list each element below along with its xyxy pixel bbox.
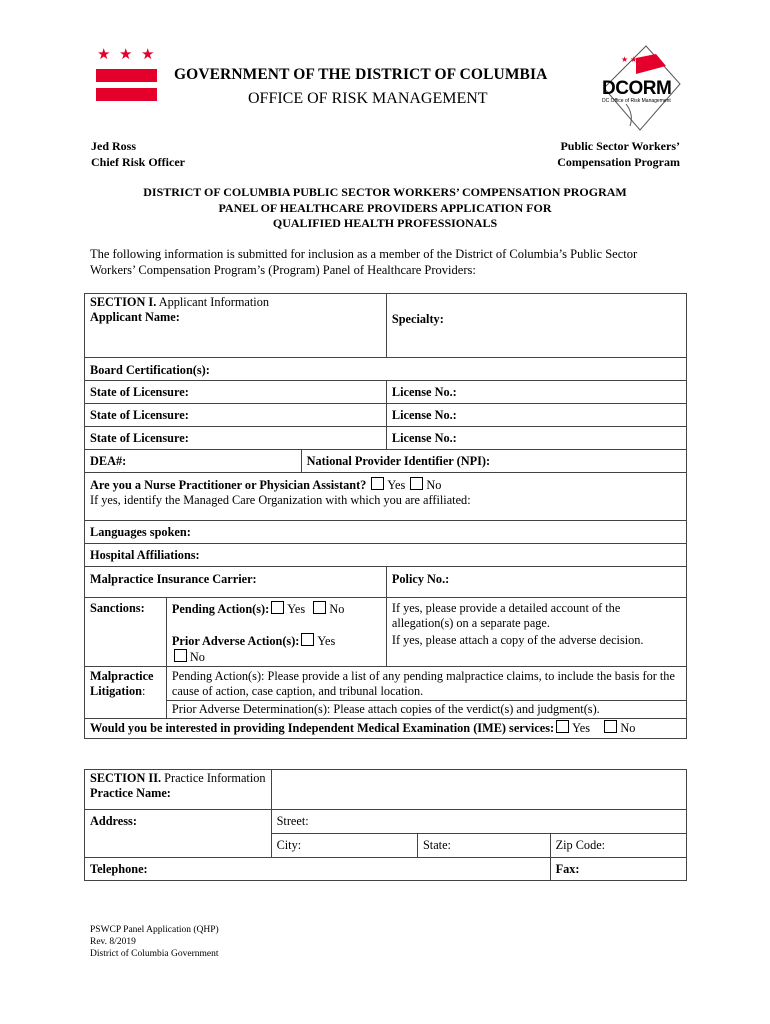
languages-label: Languages spoken: [90, 525, 191, 539]
policy-no-label: Policy No.: [391, 572, 450, 586]
section-2-heading-rest: Practice Information [161, 771, 266, 785]
litigation-pending: Pending Action(s): Please provide a list of any pending malpractice claims, to include the basis for the cause of action, case caption, and tribunal location. [166, 667, 686, 701]
section-2-table [84, 769, 687, 881]
telephone-label: Telephone: [90, 862, 148, 876]
logo-text: DCORM [602, 78, 672, 99]
pending-note: If yes, please provide a detailed account of the allegation(s) on a separate page. [386, 598, 686, 633]
pending-yes-checkbox[interactable] [271, 601, 284, 614]
section-2-heading: SECTION II. [90, 771, 162, 785]
state-licensure-cell[interactable] [85, 404, 387, 427]
flag-star-icon: ★ [97, 47, 111, 63]
state-cell[interactable] [417, 834, 550, 858]
doc-title-line1: DISTRICT OF COLUMBIA PUBLIC SECTOR WORKERS’ COMPENSATION PROGRAM [143, 185, 627, 199]
prior-no-checkbox[interactable] [174, 649, 187, 662]
hospital-cell[interactable] [85, 544, 687, 567]
state-label: State: [422, 838, 451, 852]
npi-label: National Provider Identifier (NPI): [306, 454, 491, 468]
state-licensure-label: State of Licensure: [90, 408, 189, 422]
pending-actions-label: Pending Action(s): [171, 602, 270, 616]
dea-label: DEA#: [90, 454, 127, 468]
np-question-label: Are you a Nurse Practitioner or Physician Assistant? [90, 478, 367, 492]
mco-line: If yes, identify the Managed Care Organization with which you are affiliated: [90, 493, 471, 507]
zip-cell[interactable] [550, 834, 686, 858]
address-label: Address: [90, 814, 137, 828]
state-licensure-label: State of Licensure: [90, 431, 189, 445]
intro-line2: Workers’ Compensation Program’s (Program) Panel of Healthcare Providers: [90, 263, 476, 277]
ime-no-checkbox[interactable] [604, 720, 617, 733]
state-licensure-label: State of Licensure: [90, 385, 189, 399]
pending-actions-cell [166, 598, 386, 633]
city-label: City: [276, 838, 302, 852]
ime-question-label: Would you be interested in providing Independent Medical Examination (IME) services: [90, 721, 555, 735]
footer-line1: PSWCP Panel Application (QHP) [90, 925, 219, 935]
prior-adverse-cell [166, 632, 386, 667]
malpractice-carrier-label: Malpractice Insurance Carrier: [90, 572, 257, 586]
specialty-cell[interactable] [386, 294, 686, 358]
prior-yes-label: Yes [317, 634, 336, 648]
flag-star-icon: ★ [119, 47, 133, 63]
program-line2: Compensation Program [557, 155, 680, 169]
doc-title-line2: PANEL OF HEALTHCARE PROVIDERS APPLICATION FOR [218, 201, 552, 215]
np-no-label: No [426, 478, 442, 492]
dcorm-logo [596, 44, 682, 132]
license-no-cell[interactable] [386, 381, 686, 404]
malpractice-litigation-label-2: Litigation [90, 684, 142, 698]
applicant-name-label: Applicant Name: [90, 310, 180, 324]
policy-no-cell[interactable] [386, 567, 686, 598]
address-cell [85, 810, 272, 858]
zip-label: Zip Code: [555, 838, 606, 852]
officer-name: Jed Ross [91, 139, 137, 153]
practice-name-input[interactable] [271, 770, 686, 810]
doc-title-line3: QUALIFIED HEALTH PROFESSIONALS [272, 216, 498, 230]
prior-adverse-label: Prior Adverse Action(s): [171, 634, 300, 648]
np-yes-label: Yes [387, 478, 406, 492]
ime-yes-label: Yes [572, 721, 591, 735]
malpractice-carrier-cell[interactable] [85, 567, 387, 598]
section-1-table [84, 293, 687, 739]
license-no-label: License No.: [391, 431, 457, 445]
ime-yes-checkbox[interactable] [556, 720, 569, 733]
fax-label: Fax: [555, 862, 580, 876]
section-1-heading: SECTION I. [90, 295, 157, 309]
footer-line2: Rev. 8/2019 [90, 937, 136, 947]
svg-text:★ ★ ★: ★ ★ ★ [621, 55, 647, 64]
board-cert-label: Board Certification(s): [90, 363, 210, 377]
officer-role: Chief Risk Officer [91, 155, 185, 169]
board-cert-cell[interactable] [85, 358, 687, 381]
prior-yes-checkbox[interactable] [301, 633, 314, 646]
hospital-label: Hospital Affiliations: [90, 548, 200, 562]
footer [90, 924, 219, 960]
practice-name-cell [85, 770, 272, 810]
languages-cell[interactable] [85, 521, 687, 544]
flag-bar [96, 69, 157, 82]
pending-no-checkbox[interactable] [313, 601, 326, 614]
ime-no-label: No [620, 721, 636, 735]
page-subtitle: OFFICE OF RISK MANAGEMENT [248, 90, 488, 107]
telephone-cell[interactable] [85, 858, 551, 881]
intro-line1: The following information is submitted for inclusion as a member of the District of Columbia’s Public Sector [90, 247, 638, 261]
logo-caption: DC Office of Risk Management [602, 98, 671, 104]
sanctions-cell [85, 598, 167, 667]
malpractice-litigation-cell: Malpractice Litigation: [85, 667, 167, 719]
ime-cell [85, 719, 687, 739]
applicant-name-cell[interactable] [85, 294, 387, 358]
state-licensure-cell[interactable] [85, 381, 387, 404]
program-line1: Public Sector Workers’ [560, 139, 680, 153]
litigation-prior: Prior Adverse Determination(s): Please attach copies of the verdict(s) and judgment(s). [166, 701, 686, 719]
specialty-label: Specialty: [391, 312, 444, 326]
malpractice-litigation-label-1: Malpractice [90, 669, 154, 683]
pending-yes-label: Yes [287, 602, 306, 616]
sanctions-label: Sanctions: [90, 601, 145, 615]
state-licensure-cell[interactable] [85, 427, 387, 450]
flag-bar [96, 88, 157, 101]
np-yes-checkbox[interactable] [371, 477, 384, 490]
license-no-label: License No.: [391, 385, 457, 399]
dea-cell[interactable] [85, 450, 302, 473]
city-cell[interactable] [271, 834, 417, 858]
page-title: GOVERNMENT OF THE DISTRICT OF COLUMBIA [174, 66, 548, 83]
license-no-label: License No.: [391, 408, 457, 422]
section-1-heading-rest: Applicant Information [156, 295, 269, 309]
license-no-cell[interactable] [386, 427, 686, 450]
street-cell[interactable] [271, 810, 686, 834]
flag-star-icon: ★ [141, 47, 155, 63]
prior-note: If yes, please attach a copy of the adverse decision. [386, 632, 686, 667]
fax-cell[interactable] [550, 858, 686, 881]
footer-line3: District of Columbia Government [90, 949, 219, 959]
np-question-cell [85, 473, 687, 521]
practice-name-label: Practice Name: [90, 786, 171, 800]
npi-cell[interactable] [301, 450, 686, 473]
license-no-cell[interactable] [386, 404, 686, 427]
np-no-checkbox[interactable] [410, 477, 423, 490]
pending-no-label: No [329, 602, 345, 616]
street-label: Street: [276, 814, 309, 828]
prior-no-label: No [189, 650, 205, 664]
